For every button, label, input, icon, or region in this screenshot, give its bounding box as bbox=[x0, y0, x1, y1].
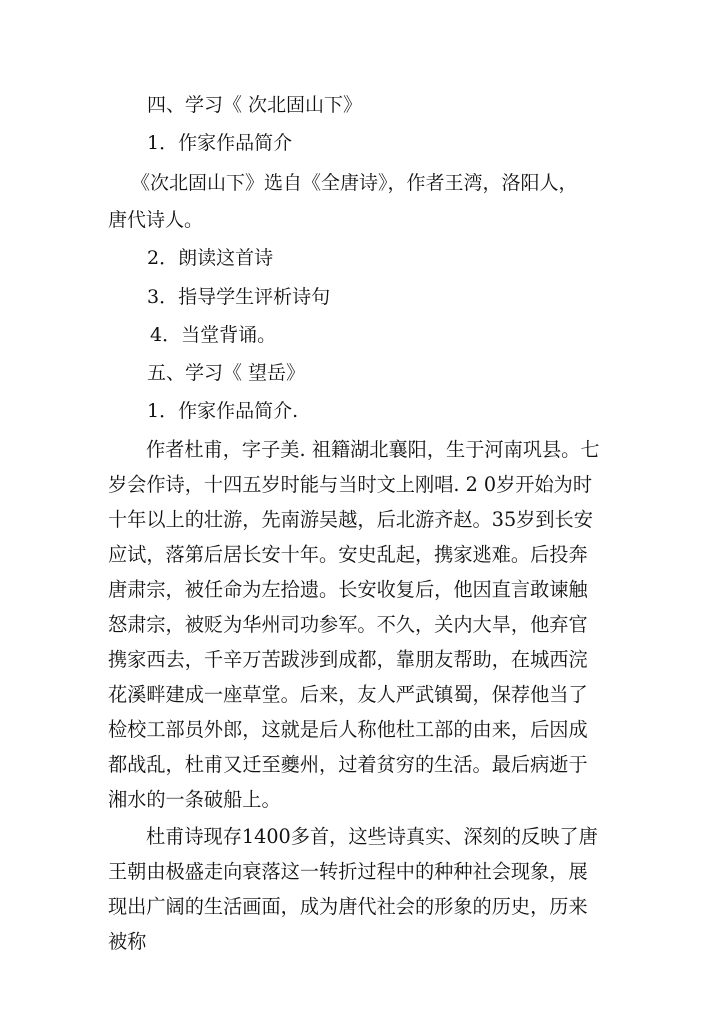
list-item-read: 2．朗读这首诗 bbox=[147, 247, 274, 269]
section-heading-5: 五、学习《 望岳》 bbox=[147, 362, 306, 384]
paragraph-line: 《次北固山下》选自《全唐诗》，作者王湾，洛阳人， bbox=[131, 172, 578, 194]
list-item-analyze: 3．指导学生评析诗句 bbox=[147, 286, 331, 308]
paragraph-line: 唐代诗人。 bbox=[108, 209, 204, 231]
list-item-recite: 4．当堂背诵。 bbox=[150, 324, 277, 346]
list-item-intro: 1．作家作品简介 bbox=[147, 132, 293, 154]
biography-paragraph: 作者杜甫，字子美. 祖籍湖北襄阳，生于河南巩县。七岁会作诗，十四五岁时能与当时文上刚唱. 2 0岁开始为时十年以上的壮游，先南游吴越，后北游齐赵。35岁到长安应试，落第后居长安十年。安史乱起，携家逃难。后投奔唐肃宗，被任命为左拾遗。长安收复后，他因直言敢谏触怒肃宗，被贬为华州司功参军。不久，关内大旱，他弃官携家西去，千辛万苦跋涉到成都，靠朋友帮助，在城西浣花溪畔建成一座草堂。后来，友人严武镇蜀，保荐他当了检校工部员外郎，这就是后人称他杜工部的由来，后因成都战乱，杜甫又迁至夔州，过着贫穷的生活。最后病逝于湘水的一条破船上。 bbox=[108, 438, 600, 811]
poems-paragraph: 杜甫诗现存1400多首，这些诗真实、深刻的反映了唐王朝由极盛走向衰落这一转折过程中的种种社会现象，展现出广阔的生活画面，成为唐代社会的形象的历史，历来被称 bbox=[108, 825, 598, 953]
section-heading-4: 四、学习《 次北固山下》 bbox=[147, 94, 363, 116]
list-item-intro-5: 1．作家作品简介. bbox=[147, 400, 299, 422]
